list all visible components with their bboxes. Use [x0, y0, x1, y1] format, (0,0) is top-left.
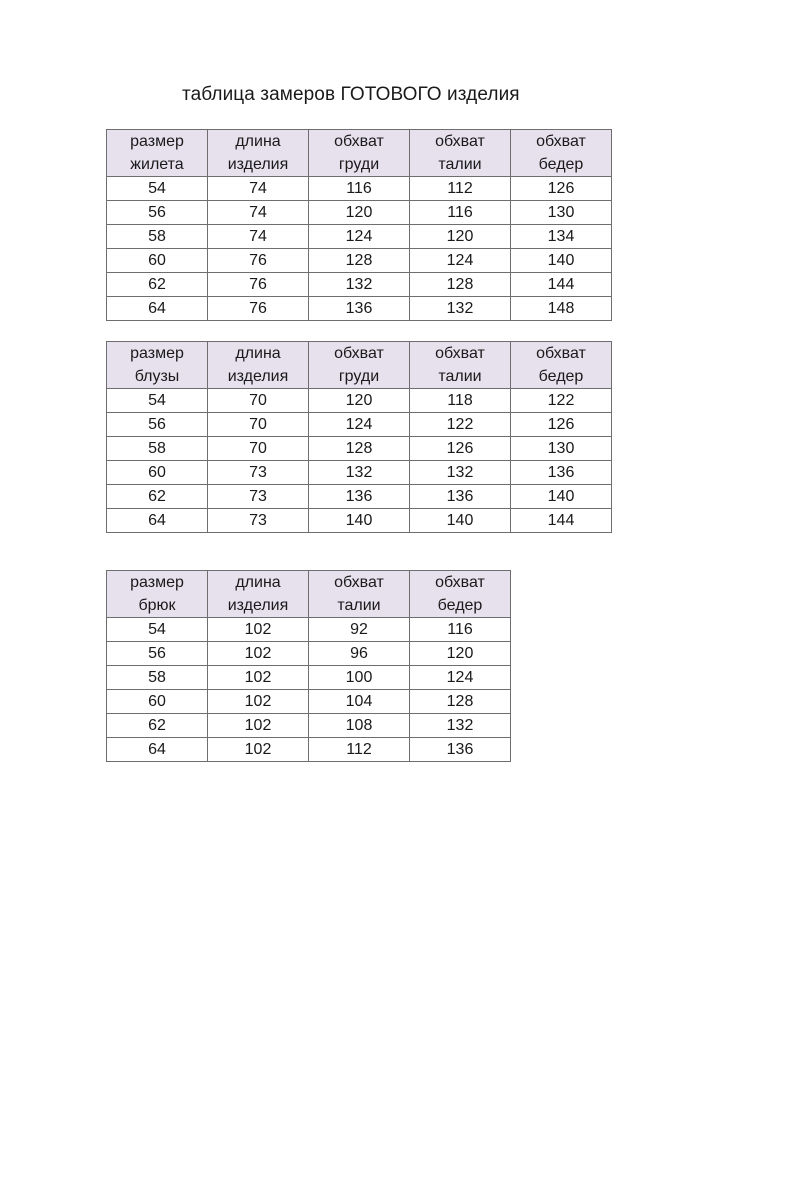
- table-cell: 126: [511, 177, 612, 201]
- table-cell: 102: [208, 618, 309, 642]
- column-header-line: обхват: [334, 133, 384, 150]
- column-header: [309, 571, 410, 618]
- table-row: [107, 485, 612, 509]
- table-cell: 104: [309, 690, 410, 714]
- table-cell: 148: [511, 297, 612, 321]
- column-header: [410, 342, 511, 389]
- table-cell: 56: [107, 201, 208, 225]
- table-cell: 132: [410, 297, 511, 321]
- table-cell: 76: [208, 249, 309, 273]
- table-cell: 102: [208, 642, 309, 666]
- table-cell: 64: [107, 509, 208, 533]
- table-cell: 102: [208, 714, 309, 738]
- table-cell: 112: [410, 177, 511, 201]
- column-header: [208, 571, 309, 618]
- trousers-size-table: [106, 570, 511, 762]
- column-header-line: обхват: [435, 574, 485, 591]
- table-cell: 102: [208, 666, 309, 690]
- column-header: [511, 342, 612, 389]
- column-header-line: талии: [438, 368, 482, 385]
- table-cell: 60: [107, 249, 208, 273]
- column-header: [410, 571, 511, 618]
- column-header: [410, 130, 511, 177]
- table-row: [107, 461, 612, 485]
- table-cell: 100: [309, 666, 410, 690]
- table-cell: 120: [410, 225, 511, 249]
- table-cell: 116: [410, 201, 511, 225]
- table-cell: 102: [208, 690, 309, 714]
- table-cell: 64: [107, 297, 208, 321]
- table-cell: 140: [511, 249, 612, 273]
- table-cell: 108: [309, 714, 410, 738]
- header-row: [107, 130, 612, 177]
- column-header: [107, 571, 208, 618]
- table-cell: 120: [309, 201, 410, 225]
- column-header-line: размер: [130, 574, 184, 591]
- table-cell: 76: [208, 273, 309, 297]
- column-header: [107, 130, 208, 177]
- table-cell: 120: [309, 389, 410, 413]
- table-cell: 140: [511, 485, 612, 509]
- table-cell: 62: [107, 485, 208, 509]
- table-cell: 116: [410, 618, 511, 642]
- table-row: [107, 666, 511, 690]
- table-cell: 74: [208, 225, 309, 249]
- table-cell: 70: [208, 389, 309, 413]
- table-cell: 124: [410, 249, 511, 273]
- table-row: [107, 738, 511, 762]
- table-row: [107, 249, 612, 273]
- column-header-line: длина: [235, 345, 281, 362]
- table-cell: 92: [309, 618, 410, 642]
- column-header-line: жилета: [130, 156, 184, 173]
- table-cell: 124: [309, 225, 410, 249]
- column-header-line: изделия: [227, 368, 289, 385]
- table-cell: 54: [107, 177, 208, 201]
- table-cell: 56: [107, 413, 208, 437]
- column-header-line: размер: [130, 133, 184, 150]
- column-header: [511, 130, 612, 177]
- table-cell: 74: [208, 201, 309, 225]
- column-header-line: бедер: [538, 368, 584, 385]
- table-row: [107, 509, 612, 533]
- table-cell: 128: [410, 690, 511, 714]
- table-row: [107, 177, 612, 201]
- table-cell: 124: [309, 413, 410, 437]
- table-cell: 73: [208, 485, 309, 509]
- table-cell: 122: [511, 389, 612, 413]
- table-cell: 73: [208, 509, 309, 533]
- table-cell: 130: [511, 437, 612, 461]
- table-row: [107, 389, 612, 413]
- table-cell: 58: [107, 437, 208, 461]
- table-cell: 118: [410, 389, 511, 413]
- table-cell: 112: [309, 738, 410, 762]
- column-header-line: блузы: [134, 368, 180, 385]
- table-cell: 128: [309, 249, 410, 273]
- table-cell: 126: [410, 437, 511, 461]
- column-header: [107, 342, 208, 389]
- table-cell: 140: [309, 509, 410, 533]
- table-cell: 60: [107, 690, 208, 714]
- table-cell: 128: [410, 273, 511, 297]
- table-cell: 70: [208, 437, 309, 461]
- column-header: [309, 342, 410, 389]
- table-cell: 116: [309, 177, 410, 201]
- header-row: [107, 342, 612, 389]
- column-header-line: груди: [338, 368, 380, 385]
- table-cell: 64: [107, 738, 208, 762]
- table-cell: 58: [107, 225, 208, 249]
- table-cell: 136: [309, 297, 410, 321]
- column-header-line: бедер: [437, 597, 483, 614]
- table-cell: 102: [208, 738, 309, 762]
- column-header-line: изделия: [227, 597, 289, 614]
- table-cell: 132: [410, 461, 511, 485]
- table-cell: 62: [107, 714, 208, 738]
- table-cell: 132: [309, 273, 410, 297]
- table-cell: 144: [511, 273, 612, 297]
- table-cell: 60: [107, 461, 208, 485]
- table-row: [107, 297, 612, 321]
- column-header: [208, 342, 309, 389]
- table-cell: 126: [511, 413, 612, 437]
- column-header-line: бедер: [538, 156, 584, 173]
- table-cell: 132: [309, 461, 410, 485]
- blouse-size-table: [106, 341, 612, 533]
- table-cell: 124: [410, 666, 511, 690]
- table-row: [107, 273, 612, 297]
- table-cell: 58: [107, 666, 208, 690]
- column-header-line: обхват: [435, 345, 485, 362]
- column-header: [208, 130, 309, 177]
- page-title: таблица замеров ГОТОВОГО изделия: [182, 84, 520, 105]
- table-cell: 73: [208, 461, 309, 485]
- table-cell: 136: [511, 461, 612, 485]
- table-cell: 130: [511, 201, 612, 225]
- column-header-line: изделия: [227, 156, 289, 173]
- table-cell: 76: [208, 297, 309, 321]
- column-header-line: обхват: [334, 345, 384, 362]
- column-header: [309, 130, 410, 177]
- table-cell: 74: [208, 177, 309, 201]
- table-cell: 54: [107, 618, 208, 642]
- table-cell: 134: [511, 225, 612, 249]
- table-cell: 132: [410, 714, 511, 738]
- table-cell: 136: [309, 485, 410, 509]
- vest-size-table: [106, 129, 612, 321]
- table-cell: 128: [309, 437, 410, 461]
- table-row: [107, 225, 612, 249]
- table-cell: 136: [410, 738, 511, 762]
- column-header-line: обхват: [435, 133, 485, 150]
- table-cell: 96: [309, 642, 410, 666]
- column-header-line: обхват: [334, 574, 384, 591]
- column-header-line: груди: [338, 156, 380, 173]
- table-cell: 140: [410, 509, 511, 533]
- column-header-line: размер: [130, 345, 184, 362]
- column-header-line: обхват: [536, 133, 586, 150]
- column-header-line: обхват: [536, 345, 586, 362]
- table-cell: 120: [410, 642, 511, 666]
- table-row: [107, 201, 612, 225]
- table-row: [107, 437, 612, 461]
- table-row: [107, 642, 511, 666]
- column-header-line: длина: [235, 133, 281, 150]
- table-cell: 122: [410, 413, 511, 437]
- table-row: [107, 690, 511, 714]
- table-row: [107, 413, 612, 437]
- table-cell: 62: [107, 273, 208, 297]
- table-cell: 56: [107, 642, 208, 666]
- table-row: [107, 618, 511, 642]
- column-header-line: длина: [235, 574, 281, 591]
- column-header-line: брюк: [138, 597, 176, 614]
- table-cell: 144: [511, 509, 612, 533]
- table-cell: 70: [208, 413, 309, 437]
- table-cell: 54: [107, 389, 208, 413]
- column-header-line: талии: [438, 156, 482, 173]
- header-row: [107, 571, 511, 618]
- table-cell: 136: [410, 485, 511, 509]
- table-row: [107, 714, 511, 738]
- column-header-line: талии: [337, 597, 381, 614]
